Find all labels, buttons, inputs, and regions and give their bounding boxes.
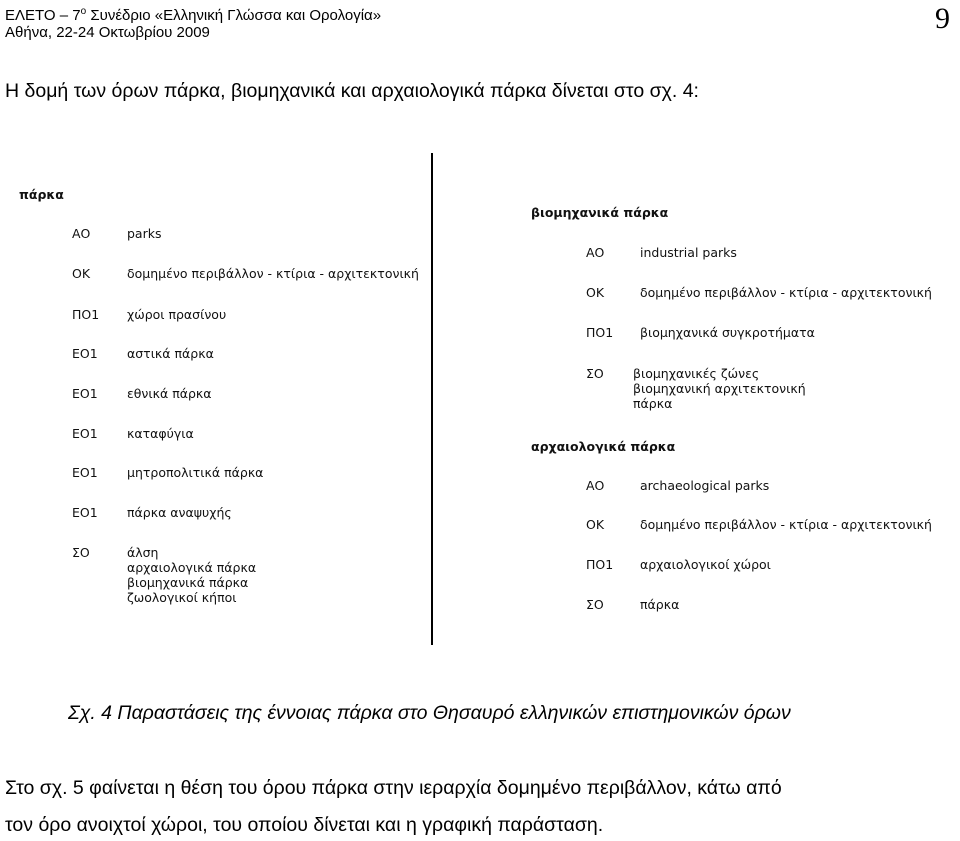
term-label: βιομηχανικά συγκροτήματα	[640, 325, 815, 340]
term-label: βιομηχανική αρχιτεκτονική	[633, 381, 806, 396]
term-code: ΕΟ1	[72, 465, 98, 480]
term-code: ΑΟ	[586, 478, 605, 493]
term-code: ΠΟ1	[586, 325, 614, 340]
right-top-block-title: βιομηχανικά πάρκα	[531, 205, 669, 220]
page-number: 9	[935, 2, 950, 35]
term-label-list	[127, 545, 256, 605]
running-header-line2: Αθήνα, 22-24 Οκτωβρίου 2009	[5, 24, 210, 41]
term-label: καταφύγια	[127, 426, 194, 441]
term-label: industrial parks	[640, 245, 737, 260]
paragraph-line-1: Στο σχ. 5 φαίνεται η θέση του όρου πάρκα στην ιεραρχία δομημένο περιβάλλον, κάτω από	[5, 777, 782, 799]
term-code: ΣΟ	[586, 366, 604, 381]
term-label: βιομηχανικές ζώνες	[633, 366, 760, 381]
figure-divider	[431, 153, 433, 645]
term-label: δομημένο περιβάλλον - κτίρια - αρχιτεκτονική	[640, 285, 932, 300]
term-label: πάρκα	[640, 597, 680, 612]
term-code: ΣΟ	[586, 597, 604, 612]
term-code: ΣΟ	[72, 545, 90, 560]
term-label: μητροπολιτικά πάρκα	[127, 465, 264, 480]
paragraph-line-2: τον όρο ανοιχτοί χώροι, του οποίου δίνεται και η γραφική παράσταση.	[5, 814, 604, 836]
term-label: πάρκα αναψυχής	[127, 505, 232, 520]
term-label: πάρκα	[633, 396, 673, 411]
term-code: ΟΚ	[586, 285, 605, 300]
term-label: εθνικά πάρκα	[127, 386, 212, 401]
term-label: βιομηχανικά πάρκα	[127, 575, 249, 590]
term-code: ΑΟ	[72, 226, 91, 241]
term-code: ΟΚ	[72, 266, 91, 281]
term-label: parks	[127, 226, 162, 241]
term-label: archaeological parks	[640, 478, 770, 493]
right-bottom-block-title: αρχαιολογικά πάρκα	[531, 439, 676, 454]
term-code: ΕΟ1	[72, 346, 98, 361]
term-label: αστικά πάρκα	[127, 346, 214, 361]
term-label: χώροι πρασίνου	[127, 307, 227, 322]
figure-caption: Σχ. 4 Παραστάσεις της έννοιας πάρκα στο Θησαυρό ελληνικών επιστημονικών όρων	[68, 702, 791, 724]
term-label: αρχαιολογικά πάρκα	[127, 560, 257, 575]
term-code: ΕΟ1	[72, 386, 98, 401]
term-label: ζωολογικοί κήποι	[127, 590, 237, 605]
term-code: ΟΚ	[586, 517, 605, 532]
term-code: ΕΟ1	[72, 426, 98, 441]
running-header-line1: ΕΛΕΤΟ – $7^o$ Συνέδριο «Ελληνική Γλώσσα και Ορολογία»	[5, 6, 382, 24]
left-block-title: πάρκα	[19, 187, 64, 202]
intro-sentence: Η δομή των όρων πάρκα, βιομηχανικά και αρχαιολογικά πάρκα δίνεται στο σχ. 4:	[5, 80, 699, 102]
term-label: άλση	[127, 545, 159, 560]
term-code: ΠΟ1	[586, 557, 614, 572]
term-code: ΠΟ1	[72, 307, 100, 322]
term-label: δομημένο περιβάλλον - κτίρια - αρχιτεκτονική	[127, 266, 419, 281]
term-label-list	[633, 366, 806, 411]
term-code: ΕΟ1	[72, 505, 98, 520]
term-label: αρχαιολογικοί χώροι	[640, 557, 771, 572]
term-label: δομημένο περιβάλλον - κτίρια - αρχιτεκτονική	[640, 517, 932, 532]
term-code: ΑΟ	[586, 245, 605, 260]
